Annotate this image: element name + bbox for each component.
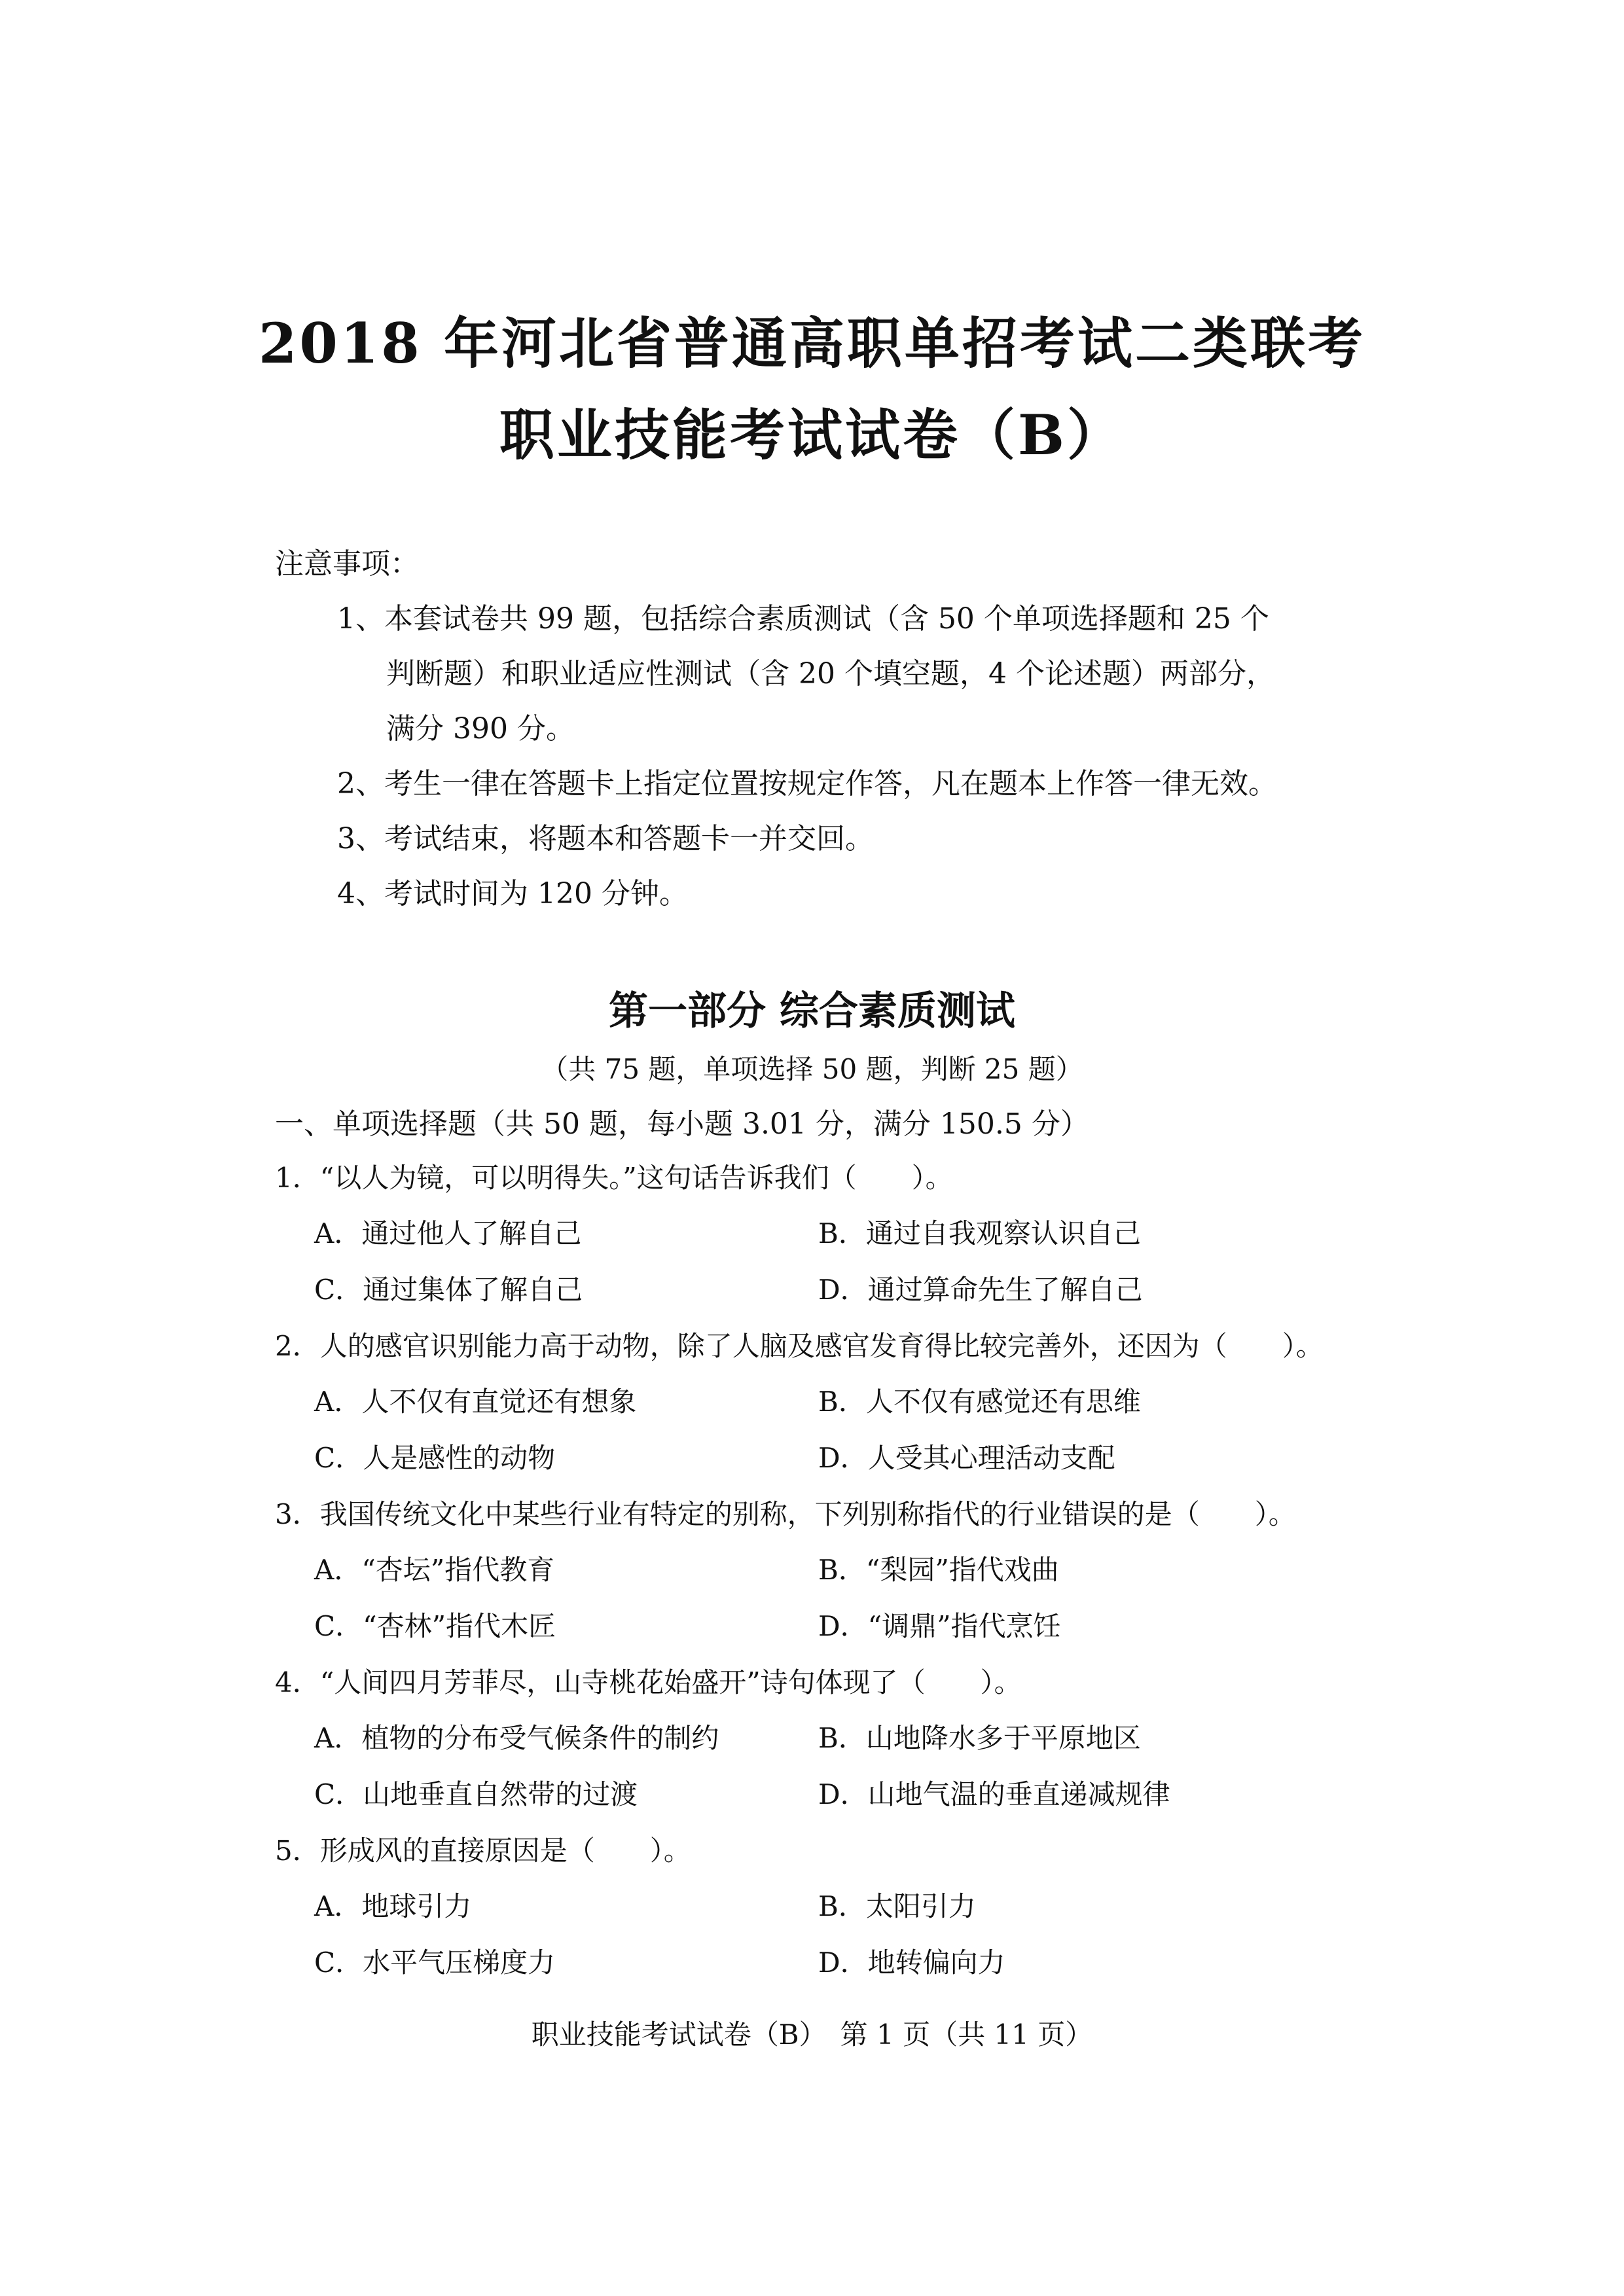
notice-item-4: 4、考试时间为 120 分钟。 xyxy=(337,877,688,910)
option-c: C．山地垂直自然带的过渡 xyxy=(314,1778,638,1810)
option-c: C．人是感性的动物 xyxy=(314,1442,556,1474)
option-a: A．通过他人了解自己 xyxy=(314,1217,582,1249)
part-title: 第一部分 综合素质测试 xyxy=(609,988,1015,1034)
option-b: B．山地降水多于平原地区 xyxy=(818,1722,1141,1754)
option-c: C．“杏林”指代木匠 xyxy=(314,1610,556,1642)
notice-item-1-cont: 判断题）和职业适应性测试（含 20 个填空题，4 个论述题）两部分， xyxy=(386,657,1275,691)
option-d: D．通过算命先生了解自己 xyxy=(818,1274,1143,1306)
option-c: C．通过集体了解自己 xyxy=(314,1274,583,1306)
notice-item-3: 3、考试结束，将题本和答题卡一并交回。 xyxy=(337,822,874,855)
option-d: D．人受其心理活动支配 xyxy=(818,1442,1115,1474)
option-a: A．地球引力 xyxy=(314,1890,472,1922)
question-stem: 5．形成风的直接原因是（ ）。 xyxy=(275,1835,691,1867)
question-stem: 3．我国传统文化中某些行业有特定的别称，下列别称指代的行业错误的是（ ）。 xyxy=(275,1498,1296,1530)
notice-item-2: 2、考生一律在答题卡上指定位置按规定作答，凡在题本上作答一律无效。 xyxy=(337,767,1277,800)
option-d: D．山地气温的垂直递减规律 xyxy=(818,1778,1170,1810)
exam-title-line2: 职业技能考试试卷（B） xyxy=(499,403,1125,467)
part-subtitle: （共 75 题，单项选择 50 题，判断 25 题） xyxy=(541,1053,1083,1085)
section-title: 一、单项选择题（共 50 题，每小题 3.01 分，满分 150.5 分） xyxy=(275,1107,1089,1141)
option-b: B．通过自我观察认识自己 xyxy=(818,1217,1141,1249)
option-b: B．太阳引力 xyxy=(818,1890,976,1922)
option-b: B．“梨园”指代戏曲 xyxy=(818,1554,1059,1586)
notice-item-1-cont2: 满分 390 分。 xyxy=(386,712,575,745)
option-d: D．地转偏向力 xyxy=(818,1946,1005,1979)
option-c: C．水平气压梯度力 xyxy=(314,1946,556,1979)
question-stem: 4．“人间四月芳菲尽，山寺桃花始盛开”诗句体现了（ ）。 xyxy=(275,1666,1022,1698)
option-a: A．人不仅有直觉还有想象 xyxy=(314,1386,637,1418)
option-a: A．植物的分布受气候条件的制约 xyxy=(314,1722,719,1754)
notice-heading: 注意事项： xyxy=(275,547,419,581)
option-d: D．“调鼎”指代烹饪 xyxy=(818,1610,1061,1642)
question-stem: 2．人的感官识别能力高于动物，除了人脑及感官发育得比较完善外，还因为（ ）。 xyxy=(275,1330,1324,1362)
option-a: A．“杏坛”指代教育 xyxy=(314,1554,555,1586)
exam-title-line1: 2018 年河北省普通高职单招考试二类联考 xyxy=(258,311,1366,376)
question-stem: 1．“以人为镜，可以明得失。”这句话告诉我们（ ）。 xyxy=(275,1162,953,1194)
notice-item-1: 1、本套试卷共 99 题，包括综合素质测试（含 50 个单项选择题和 25 个 xyxy=(337,602,1269,636)
option-b: B．人不仅有感觉还有思维 xyxy=(818,1386,1141,1418)
page-footer: 职业技能考试试卷（B） 第 1 页（共 11 页） xyxy=(531,2018,1093,2051)
